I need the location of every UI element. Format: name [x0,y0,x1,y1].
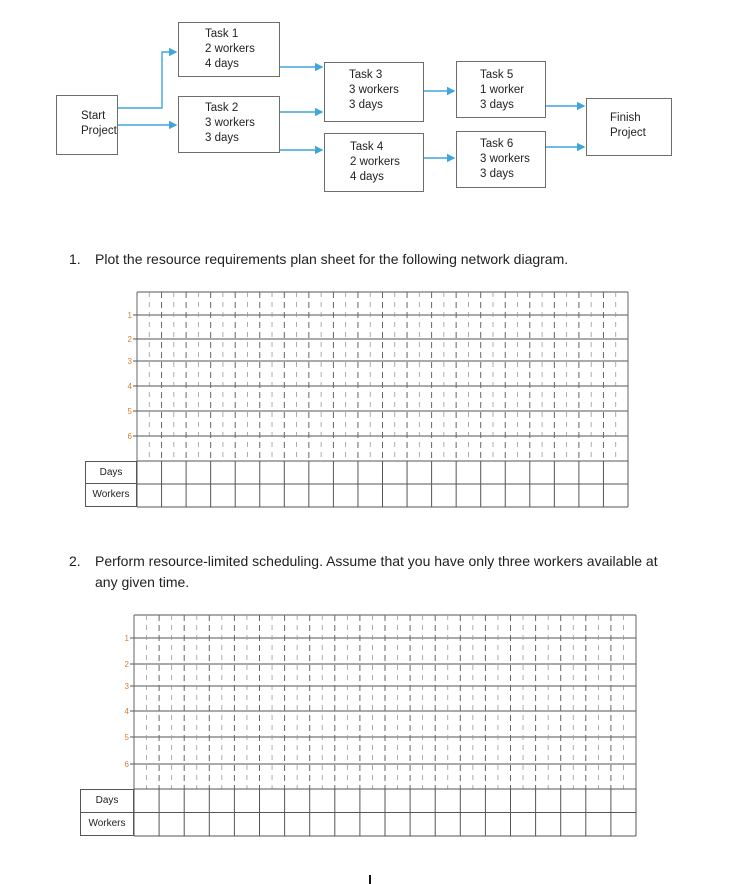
grid1-y-label: 2 [127,335,132,344]
start-line-1: Start [81,110,106,122]
grid2-y-label: 3 [124,682,129,691]
finish-line-2: Project [610,127,646,139]
grid1-workers-label: Workers [85,483,137,507]
finish-line-1: Finish [610,112,641,124]
question-1-text: Plot the resource requirements plan sheet for the following network diagram. [95,251,569,267]
start-line-2: Project [81,125,117,137]
task1-name: Task 1 [205,28,239,40]
grid2-workers-label: Workers [80,812,134,836]
question-2-text-line1: Perform resource-limited scheduling. Assume that you have only three workers available at [95,553,658,569]
task1-days: 4 days [205,58,239,70]
task2-workers: 3 workers [205,117,255,129]
task4-days: 4 days [350,171,384,183]
task6-workers: 3 workers [480,153,530,165]
task1-workers: 2 workers [205,43,255,55]
task3-name: Task 3 [349,69,383,81]
grid2-y-label: 6 [124,760,129,769]
grid2-y-label: 5 [124,733,129,742]
task5-days: 3 days [480,99,514,111]
question-2-text-line2: any given time. [95,574,190,590]
task3-days: 3 days [349,99,383,111]
grid2-y-label: 2 [124,660,129,669]
grid1-y-label: 6 [127,432,132,441]
task6-days: 3 days [480,168,514,180]
task4-name: Task 4 [350,141,384,153]
grid2-y-label: 1 [124,634,129,643]
grid1-y-label: 5 [127,407,132,416]
task2-name: Task 2 [205,102,239,114]
grid1-y-label: 4 [127,382,132,391]
task2-days: 3 days [205,132,239,144]
grid2-y-label: 4 [124,707,129,716]
grid1-y-label: 1 [127,311,132,320]
question-2 [69,551,729,595]
grid1-y-label: 3 [127,357,132,366]
question-2-number: 2. [69,553,81,569]
task5-name: Task 5 [480,69,514,81]
question-1-number: 1. [69,251,81,267]
grid2-days-label: Days [80,789,134,813]
grid1-days-label: Days [85,461,137,484]
task6-name: Task 6 [480,138,514,150]
task4-workers: 2 workers [350,156,400,168]
task3-workers: 3 workers [349,84,399,96]
text-cursor-mark [369,875,371,884]
task5-workers: 1 worker [480,84,525,96]
